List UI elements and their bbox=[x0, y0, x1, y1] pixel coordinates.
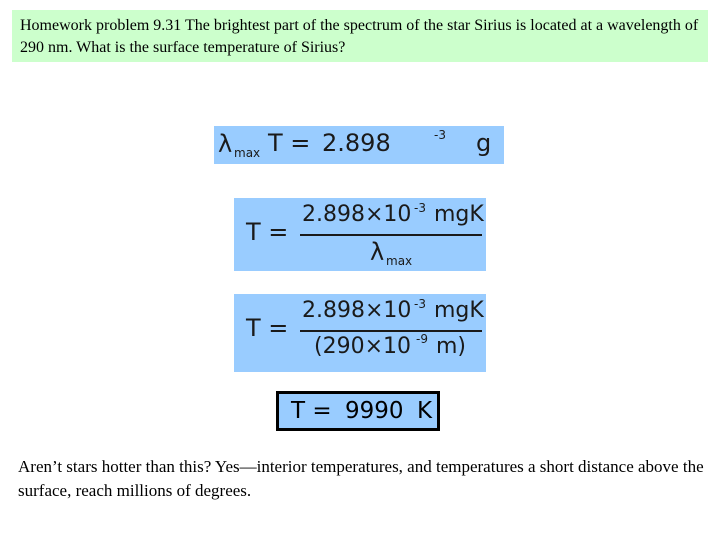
wien-law-equation bbox=[214, 126, 504, 164]
fraction-bar bbox=[300, 330, 482, 332]
t-equals: T = bbox=[246, 218, 289, 246]
denominator-unit: m) bbox=[436, 334, 467, 359]
problem-text: Homework problem 9.31 The brightest part of the spectrum of the star Sirius is located at a wavelength of 290 nm. What is the surface temperature of Sirius? bbox=[20, 17, 699, 56]
t-equals: T = bbox=[268, 129, 311, 157]
numerator-value: 2.898×10 bbox=[302, 202, 412, 227]
lambda-subscript: max bbox=[386, 254, 413, 268]
denominator-value: (290×10 bbox=[314, 334, 412, 359]
footer-text: Aren’t stars hotter than this? Yes—interior temperatures, and temperatures a short distance above the surface, reach millions of degrees. bbox=[18, 457, 704, 500]
exponent: -3 bbox=[434, 128, 446, 142]
t-equals: T = bbox=[246, 314, 289, 342]
lambda-symbol: λ bbox=[218, 130, 233, 158]
lambda-symbol: λ bbox=[370, 238, 385, 266]
lambda-subscript: max bbox=[234, 146, 261, 160]
numerator-exponent: -3 bbox=[414, 297, 426, 311]
numerator-units: mgK bbox=[434, 202, 484, 227]
t-equals: T = bbox=[291, 398, 332, 424]
numerator-exponent: -3 bbox=[414, 201, 426, 215]
denominator-exponent: -9 bbox=[416, 332, 428, 346]
result-unit: K bbox=[417, 398, 433, 424]
result-value: 9990 bbox=[345, 398, 404, 424]
constant-value: 2.898 bbox=[322, 129, 391, 157]
rearranged-equation bbox=[234, 198, 486, 271]
result-box bbox=[276, 391, 440, 431]
unit-glyph: g bbox=[476, 129, 492, 157]
fraction-bar bbox=[300, 234, 482, 236]
substituted-equation bbox=[234, 294, 486, 372]
numerator-units: mgK bbox=[434, 298, 484, 323]
problem-statement bbox=[12, 10, 708, 62]
conclusion-text bbox=[18, 455, 708, 503]
numerator-value: 2.898×10 bbox=[302, 298, 412, 323]
